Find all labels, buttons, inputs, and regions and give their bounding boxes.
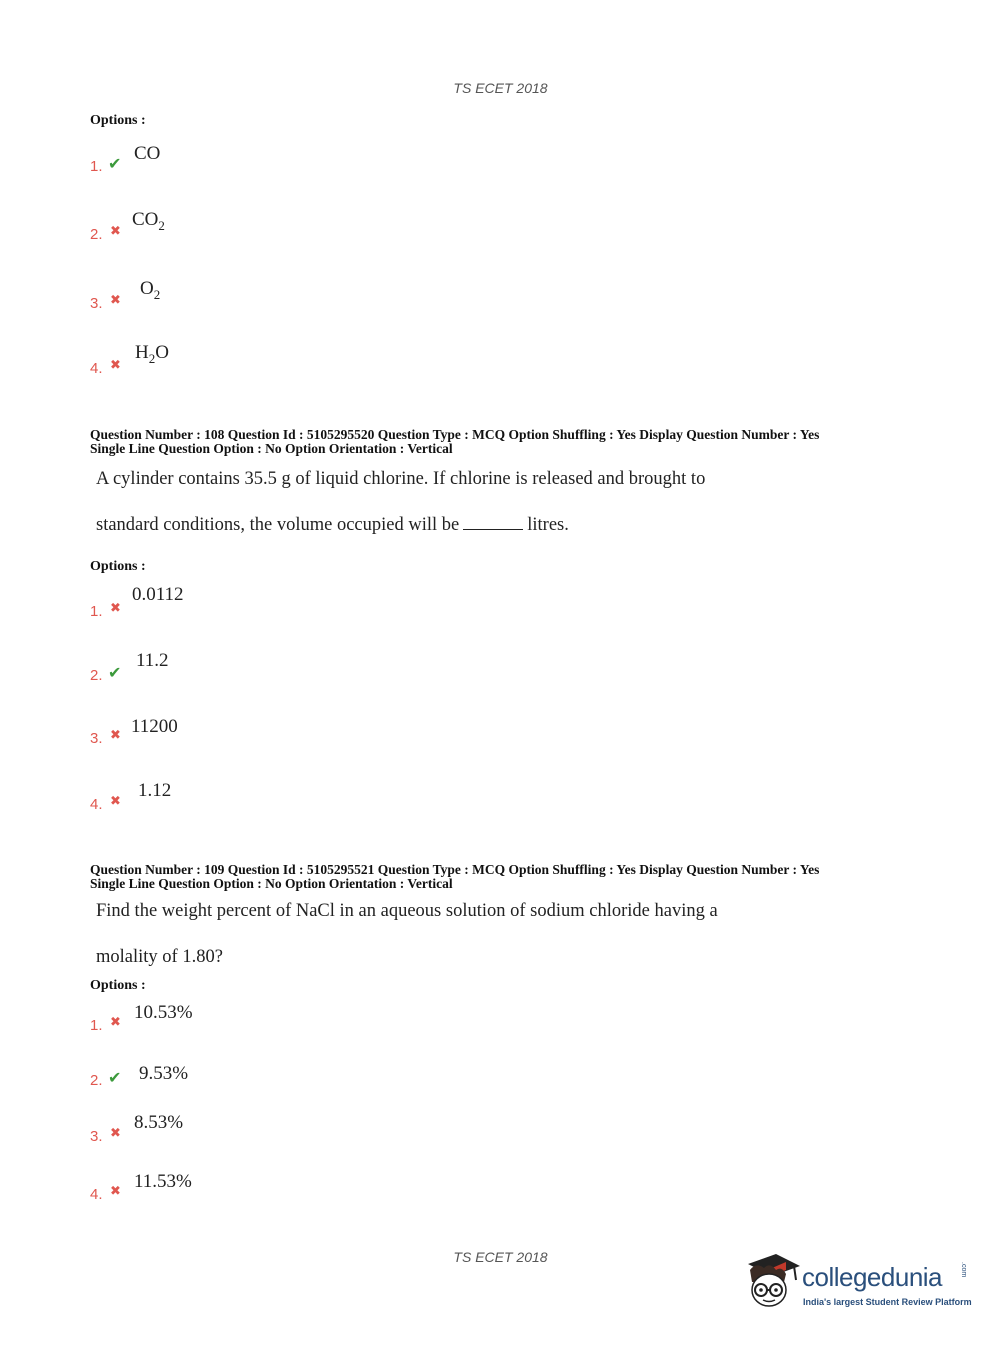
option-text: 11200 [131,716,178,737]
question-meta: Question Number : 108 Question Id : 5105295520 Question Type : MCQ Option Shuffling : Yes Display Question Number : Yes Single Line Question Option : No Option Orientation : Vertical [90,427,820,456]
option-number: 2. [90,226,103,243]
question-text-line-2: molality of 1.80? [96,947,223,967]
cross-icon: ✖ [110,728,121,743]
option-number: 2. [90,1072,103,1089]
option-number: 3. [90,1128,103,1145]
option-text: $O_2$ [140,278,161,302]
cross-icon: ✖ [110,601,121,616]
option-number: 1. [90,1017,103,1034]
cross-icon: ✖ [110,794,121,809]
page-header: TS ECET 2018 [453,80,548,96]
collegedunia-logo [742,1248,972,1318]
option-text: 8.53% [134,1112,184,1133]
option-text: $H_2O$ [135,342,169,366]
question-text-line-2: standard conditions, the volume occupied will be litres. [96,515,569,535]
option-number: 4. [90,796,103,813]
check-icon: ✔ [108,154,122,173]
cross-icon: ✖ [110,224,121,239]
logo-tagline: India's largest Student Review Platform [803,1297,972,1307]
option-number: 4. [90,360,103,377]
logo-wordmark: collegedunia [802,1262,943,1292]
graduate-mascot-icon [742,1248,802,1310]
page-footer: TS ECET 2018 [453,1249,548,1265]
option-number: 3. [90,295,103,312]
option-number: 3. [90,730,103,747]
option-number: 4. [90,1186,103,1203]
option-text: $CO_2$ [132,209,165,233]
option-text: 10.53% [134,1002,193,1023]
cross-icon: ✖ [110,1184,121,1199]
options-label: Options : [90,559,146,574]
option-text: 11.53% [134,1171,192,1192]
option-text: 9.53% [139,1063,189,1084]
option-number: 1. [90,603,103,620]
answer-blank [463,515,523,530]
question-meta: Question Number : 109 Question Id : 5105295521 Question Type : MCQ Option Shuffling : Yes Display Question Number : Yes Single Line Question Option : No Option Orientation : Vertical [90,862,820,891]
option-number: 2. [90,667,103,684]
option-number: 1. [90,158,103,175]
cross-icon: ✖ [110,358,121,373]
options-label: Options : [90,113,146,128]
check-icon: ✔ [108,1068,122,1087]
option-text: 1.12 [138,780,172,801]
cross-icon: ✖ [110,1015,121,1030]
cross-icon: ✖ [110,1126,121,1141]
option-text: CO [134,143,161,164]
option-text: 11.2 [136,650,169,671]
cross-icon: ✖ [110,293,121,308]
check-icon: ✔ [108,663,122,682]
option-text: 0.0112 [132,584,184,605]
question-text-line-1: A cylinder contains 35.5 g of liquid chlorine. If chlorine is released and brought to [96,469,706,489]
logo-suffix: .com [960,1262,967,1278]
options-label: Options : [90,978,146,993]
question-text-line-1: Find the weight percent of NaCl in an aqueous solution of sodium chloride having a [96,901,718,921]
